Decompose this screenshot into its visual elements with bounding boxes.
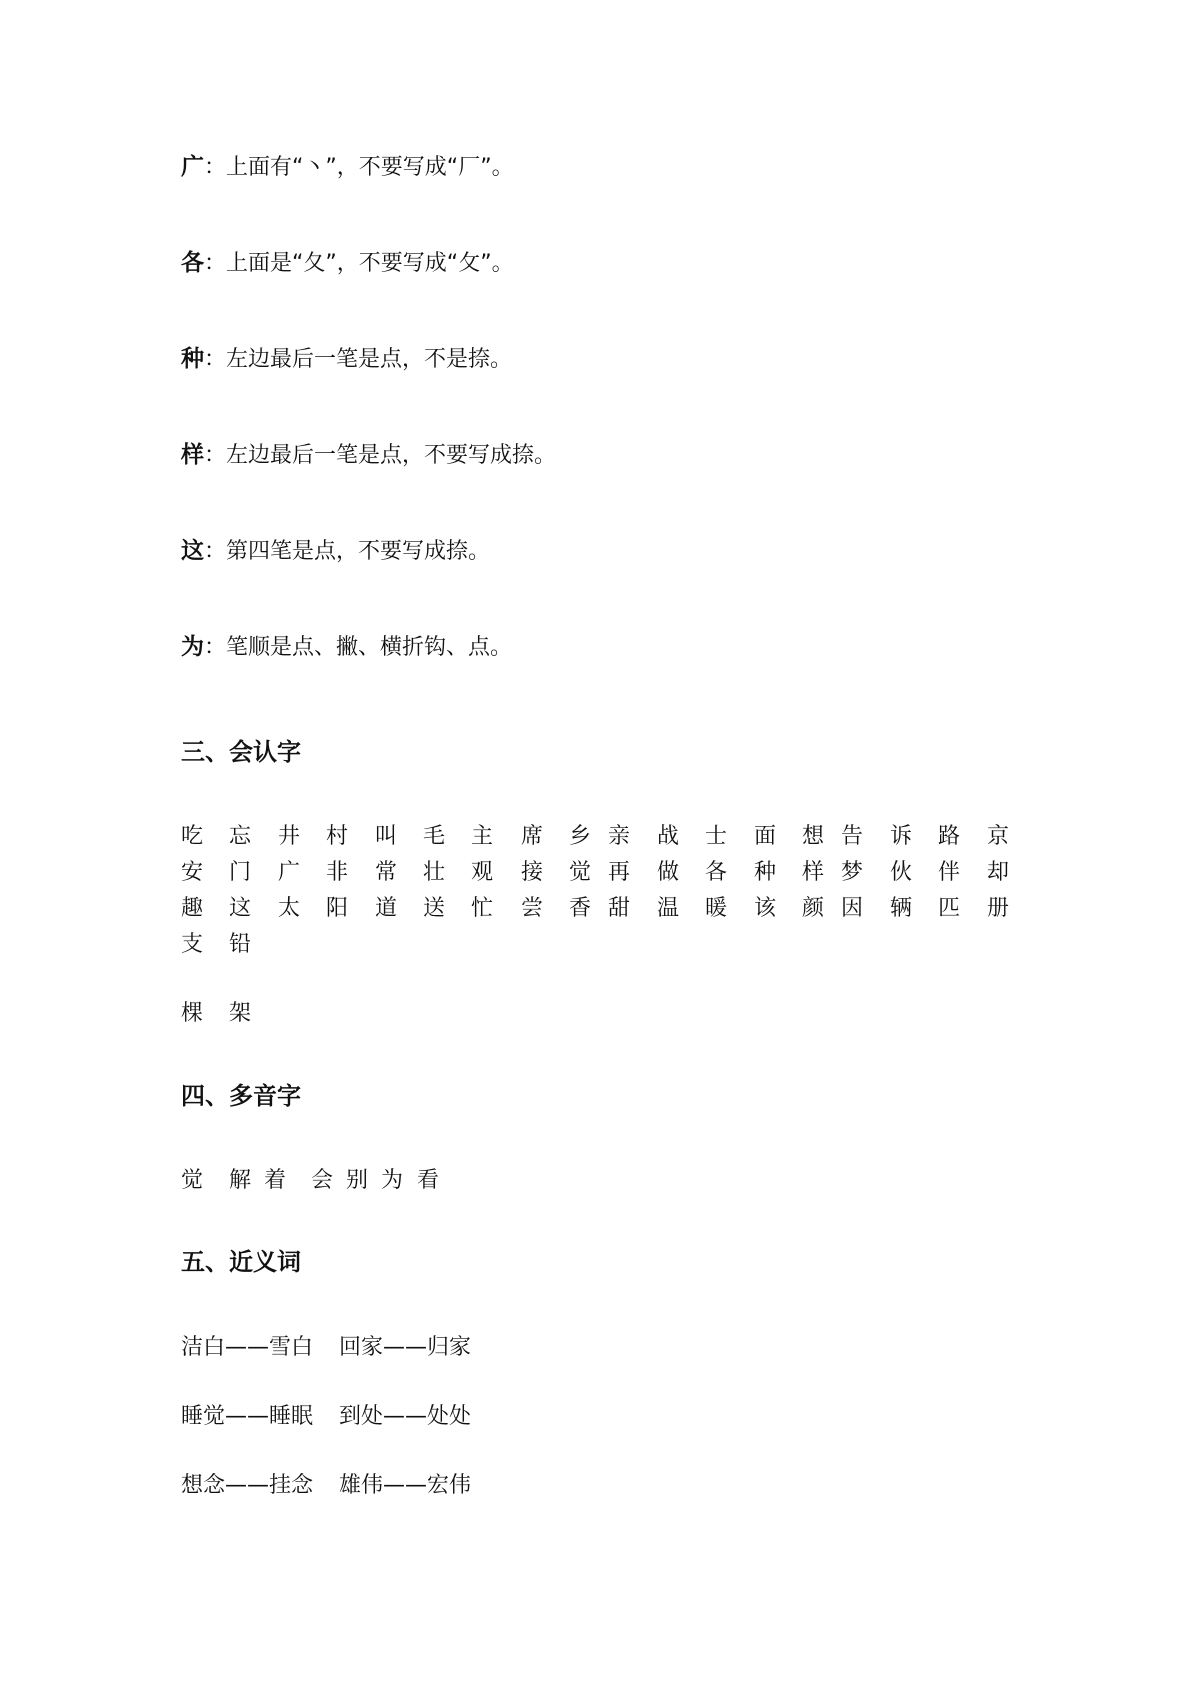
recognize-char: 告 [841,824,864,849]
recognize-char: 这 [229,896,252,921]
note-char: 广 [181,154,204,180]
note-char: 这 [181,538,204,564]
polyphone-char: 着 [264,1168,287,1193]
recognize-char: 暖 [705,896,728,921]
note-zhe [181,536,490,567]
recognize-char: 辆 [890,896,913,921]
recognize-char: 壮 [423,860,446,885]
recognize-char: 颜 [802,896,825,921]
recognize-char: 再 [608,860,631,885]
note-text: ：笔顺是点、撇、横折钩、点。 [204,635,513,660]
note-text: ：左边最后一笔是点，不是捺。 [204,347,513,372]
recognize-char: 吃 [181,824,204,849]
polyphone-char: 看 [417,1168,440,1193]
recognize-char: 趣 [181,896,204,921]
polyphone-char: 会 [311,1168,334,1193]
recognize-char: 常 [375,860,398,885]
recognize-char: 席 [521,824,544,849]
polyphone-char: 觉 [181,1168,204,1193]
polyphone-char: 解 [229,1168,252,1193]
note-char: 各 [181,250,204,276]
recognize-char: 路 [938,824,961,849]
recognize-char: 村 [326,824,349,849]
note-zhong [181,344,512,375]
note-text: ：左边最后一笔是点，不要写成捺。 [204,443,557,468]
recognize-char: 井 [278,824,301,849]
note-guang [181,152,514,183]
recognize-char: 该 [754,896,777,921]
recognize-char: 忙 [471,896,494,921]
recognize-char: 伙 [890,860,913,885]
recognize-char: 温 [657,896,680,921]
recognize-char: 太 [278,896,301,921]
polyphone-char: 为 [381,1168,404,1193]
synonym-pair: 洁白——雪白 [181,1335,314,1360]
recognize-char: 甜 [608,896,631,921]
note-yang [181,440,556,471]
recognize-char: 送 [423,896,446,921]
note-char: 种 [181,346,204,372]
recognize-char: 铅 [229,932,252,957]
recognize-char: 京 [987,824,1010,849]
recognize-char: 样 [802,860,825,885]
note-text: ：第四笔是点，不要写成捺。 [204,539,491,564]
section-heading-recognize: 三、会认字 [181,738,301,766]
recognize-char: 接 [521,860,544,885]
recognize-char: 香 [569,896,592,921]
recognize-char: 安 [181,860,204,885]
synonym-pair: 想念——挂念 [181,1473,314,1498]
recognize-char: 非 [326,860,349,885]
recognize-char: 门 [229,860,252,885]
recognize-char: 匹 [938,896,961,921]
synonym-row [181,1471,471,1501]
recognize-char: 广 [278,860,301,885]
note-text: ：上面有“丶”，不要写成“厂”。 [204,155,514,180]
recognize-char: 面 [754,824,777,849]
recognize-char: 战 [657,824,680,849]
recognize-char: 却 [987,860,1010,885]
recognize-char: 各 [705,860,728,885]
recognize-char: 阳 [326,896,349,921]
recognize-char: 册 [987,896,1010,921]
recognize-char: 尝 [521,896,544,921]
recognize-char: 亲 [608,824,631,849]
recognize-char: 支 [181,932,204,957]
recognize-char: 觉 [569,860,592,885]
recognize-char: 乡 [569,824,592,849]
recognize-char: 梦 [841,860,864,885]
recognize-char: 观 [471,860,494,885]
recognize-char: 毛 [423,824,446,849]
synonym-row [181,1333,471,1363]
recognize-char: 士 [705,824,728,849]
recognize-char: 因 [841,896,864,921]
recognize-char: 诉 [890,824,913,849]
recognize-char: 主 [471,824,494,849]
recognize-char: 想 [802,824,825,849]
polyphone-char: 别 [346,1168,369,1193]
note-char: 样 [181,442,204,468]
note-char: 为 [181,634,204,660]
recognize-char: 种 [754,860,777,885]
synonym-pair: 雄伟——宏伟 [339,1473,472,1498]
note-ge [181,248,514,279]
synonym-row [181,1402,471,1432]
recognize-char: 忘 [229,824,252,849]
section-heading-synonyms: 五、近义词 [181,1248,301,1276]
recognize-char: 伴 [938,860,961,885]
note-wei [181,632,512,663]
recognize-char: 架 [229,1001,252,1026]
synonym-pair: 睡觉——睡眠 [181,1404,314,1429]
section-heading-polyphone: 四、多音字 [181,1082,301,1110]
note-text: ：上面是“夂”，不要写成“攵”。 [204,251,514,276]
recognize-char: 棵 [181,1001,204,1026]
recognize-char: 做 [657,860,680,885]
synonym-pair: 到处——处处 [339,1404,472,1429]
synonym-pair: 回家——归家 [339,1335,472,1360]
recognize-char: 叫 [375,824,398,849]
recognize-char: 道 [375,896,398,921]
